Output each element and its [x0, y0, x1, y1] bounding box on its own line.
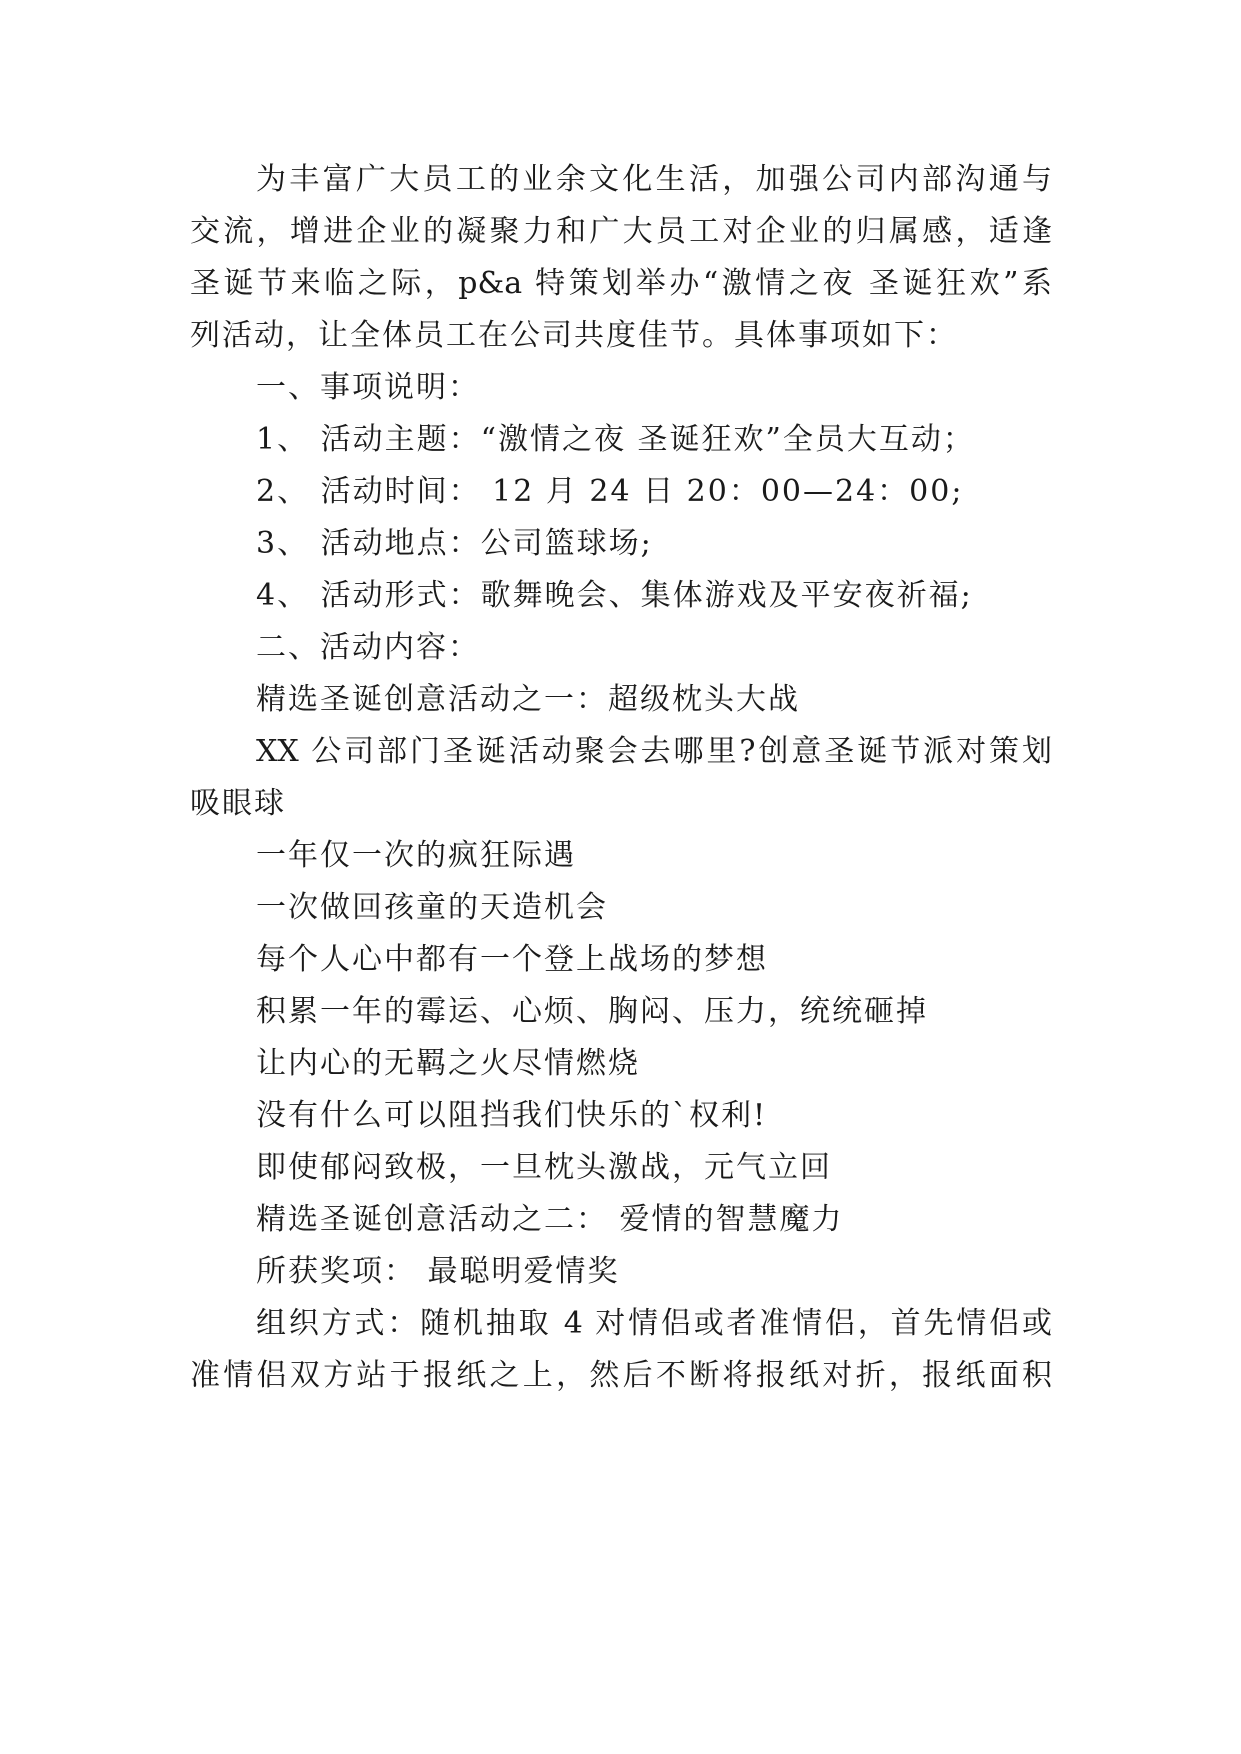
- intro-line-1: 为丰富广大员工的业余文化生活，加强公司内部沟通与: [256, 162, 1052, 197]
- body-line: 每个人心中都有一个登上战场的梦想: [256, 942, 768, 977]
- list-item-time: 2、 活动时间： 12 月 24 日 20：00—24：00;: [256, 474, 964, 509]
- list-item-format: 4、 活动形式：歌舞晚会、集体游戏及平安夜祈福;: [256, 578, 973, 613]
- activity-1-title: 精选圣诞创意活动之一：超级枕头大战: [256, 682, 800, 717]
- body-line: 一次做回孩童的天造机会: [256, 890, 608, 925]
- section-heading-2: 二、活动内容：: [256, 630, 480, 665]
- intro-line-3: 圣诞节来临之际，p&a 特策划举办“激情之夜 圣诞狂欢”系: [190, 266, 1052, 301]
- body-line: 准情侣双方站于报纸之上，然后不断将报纸对折，报纸面积: [190, 1358, 1052, 1393]
- body-line: 积累一年的霉运、心烦、胸闷、压力，统统砸掉: [256, 994, 928, 1029]
- body-line: 吸眼球: [190, 786, 286, 821]
- intro-line-2: 交流，增进企业的凝聚力和广大员工对企业的归属感，适逢: [190, 214, 1052, 249]
- body-line: 即使郁闷致极，一旦枕头激战，元气立回: [256, 1150, 832, 1185]
- body-line: 组织方式：随机抽取 4 对情侣或者准情侣，首先情侣或: [256, 1306, 1052, 1341]
- activity-2-title: 精选圣诞创意活动之二： 爱情的智慧魔力: [256, 1202, 844, 1237]
- body-line: XX 公司部门圣诞活动聚会去哪里?创意圣诞节派对策划: [256, 734, 1052, 769]
- list-item-location: 3、 活动地点：公司篮球场;: [256, 526, 653, 561]
- intro-line-4: 列活动，让全体员工在公司共度佳节。具体事项如下：: [190, 318, 958, 353]
- list-item-theme: 1、 活动主题：“激情之夜 圣诞狂欢”全员大互动；: [256, 422, 975, 457]
- body-line: 让内心的无羁之火尽情燃烧: [256, 1046, 640, 1081]
- body-line: 一年仅一次的疯狂际遇: [256, 838, 576, 873]
- award-line: 所获奖项： 最聪明爱情奖: [256, 1254, 620, 1289]
- body-line: 没有什么可以阻挡我们快乐的`权利!: [256, 1098, 768, 1133]
- section-heading-1: 一、事项说明：: [256, 370, 480, 405]
